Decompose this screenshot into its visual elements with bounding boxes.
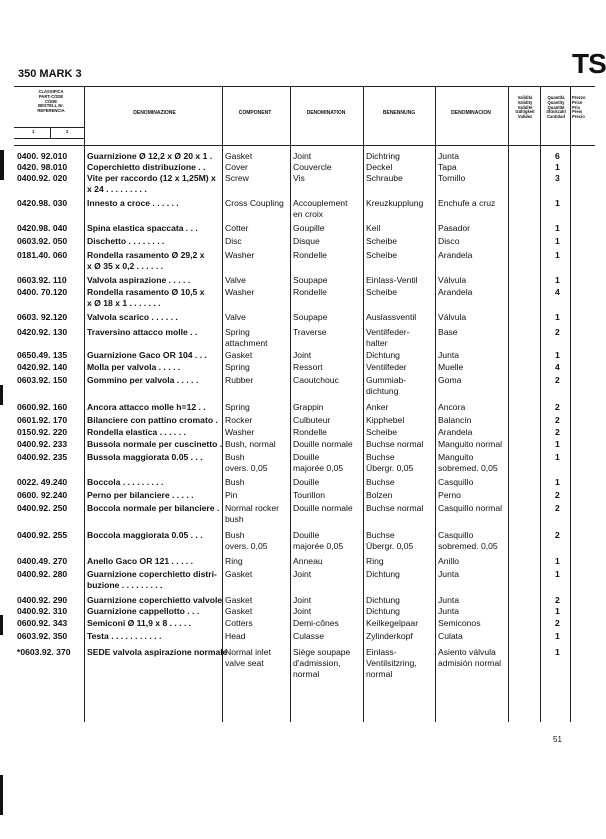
german-description: Ventilsitzring, — [366, 658, 417, 668]
german-description: Auslassventil — [366, 312, 417, 322]
french-description: Goupille — [293, 223, 325, 233]
quantity: 1 — [555, 606, 560, 616]
german-description: Anker — [366, 402, 389, 412]
spanish-description: Ancora — [438, 402, 466, 412]
column-line — [508, 86, 509, 722]
quantity: 2 — [555, 595, 560, 605]
italian-description: Bussola normale per cuscinetto . — [87, 439, 223, 449]
italian-description: Boccola . . . . . . . . . — [87, 477, 164, 487]
quantity: 2 — [555, 327, 560, 337]
spanish-description: Perno — [438, 490, 461, 500]
french-description: Tourillon — [293, 490, 326, 500]
english-description: overs. 0,05 — [225, 463, 268, 473]
spanish-description: Junta — [438, 595, 460, 605]
german-description: Dichtung — [366, 606, 400, 616]
part-code: 0400.92. 290 — [17, 595, 68, 605]
part-code: 0600.92. 343 — [17, 618, 68, 628]
validity-label-line: Validity — [517, 99, 533, 105]
french-description: Soupape — [293, 312, 328, 322]
quantity: 2 — [555, 375, 560, 385]
part-code-header — [22, 90, 80, 114]
english-description: Rubber — [225, 375, 254, 385]
italian-description: x 24 . . . . . . . . . — [87, 184, 147, 194]
french-description: Douille — [293, 530, 320, 540]
italian-description: Vite per raccordo (12 x 1,25M) x — [87, 173, 216, 183]
validity-label-line: Gültigkeit — [515, 109, 535, 115]
french-description: normal — [293, 669, 320, 679]
english-description: Gasket — [225, 569, 253, 579]
german-description: halter — [366, 338, 388, 348]
part-code: 0400.92. 255 — [17, 530, 68, 540]
french-description: Rondelle — [293, 250, 327, 260]
spanish-description: Junta — [438, 350, 460, 360]
french-description: Douille — [293, 452, 320, 462]
english-description: Screw — [225, 173, 249, 183]
spanish-description: Pasador — [438, 223, 471, 233]
validity-label-line: Validez — [517, 114, 533, 120]
rule-line — [14, 138, 84, 139]
italian-description: Guarnizione coperchietto distri- — [87, 569, 217, 579]
part-code: 0650.49. 135 — [17, 350, 68, 360]
french-description: Grappin — [293, 402, 324, 412]
french-description: Culasse — [293, 631, 325, 641]
spanish-description: Casquillo — [438, 477, 474, 487]
price-label-line: Precio — [572, 114, 585, 120]
quantity: 1 — [555, 631, 560, 641]
column-header-component: COMPONENT — [238, 110, 272, 116]
quantity-label-line: Quantité — [547, 104, 565, 110]
part-code: 0420.98. 040 — [17, 223, 68, 233]
german-description: Übergr. 0,05 — [366, 463, 414, 473]
part-code: 0603.92. 350 — [17, 631, 68, 641]
german-description: Kipphebel — [366, 415, 405, 425]
part-code: 0420. 98.010 — [17, 162, 68, 172]
italian-description: Guarnizione coperchietto valvole — [87, 595, 223, 605]
quantity: 1 — [555, 275, 560, 285]
spanish-description: Manguito normal — [438, 439, 503, 449]
part-code: 0150.92. 220 — [17, 427, 68, 437]
italian-description: Dischetto . . . . . . . . — [87, 236, 165, 246]
english-description: Rocker — [225, 415, 253, 425]
french-description: Joint — [293, 606, 312, 616]
quantity: 1 — [555, 477, 560, 487]
german-description: Dichtung — [366, 350, 400, 360]
spanish-description: Arandela — [438, 250, 473, 260]
italian-description: Bilanciere con pattino cromato . — [87, 415, 218, 425]
part-code: 0603.92. 110 — [17, 275, 67, 285]
quantity: 3 — [555, 173, 560, 183]
italian-description: Gommino per valvola . . . . . — [87, 375, 199, 385]
quantity-label-line: Quantity — [547, 99, 565, 105]
english-description: Pin — [225, 490, 238, 500]
price-label-line: Prix — [572, 104, 580, 110]
column-line — [84, 86, 85, 722]
italian-description: Rondella rasamento Ø 29,2 x — [87, 250, 205, 260]
english-description: valve seat — [225, 658, 264, 668]
french-description: d'admission, — [293, 658, 341, 668]
italian-description: SEDE valvola aspirazione normale — [87, 647, 228, 657]
quantity: 1 — [555, 223, 560, 233]
part-code: 0600.92. 160 — [17, 402, 68, 412]
part-code-header-line: REFERENCIA — [37, 108, 65, 114]
german-description: Schraube — [366, 173, 403, 183]
italian-description: Perno per bilanciere . . . . . — [87, 490, 194, 500]
column-header-quantity — [542, 96, 570, 120]
part-code: 0601.92. 170 — [17, 415, 68, 425]
quantity: 4 — [555, 362, 560, 372]
spanish-description: Goma — [438, 375, 462, 385]
english-description: Ring — [225, 556, 243, 566]
italian-description: Molla per valvola . . . . . — [87, 362, 181, 372]
quantity-label-line: Cantidad — [547, 114, 565, 120]
german-description: Gummiab- — [366, 375, 407, 385]
german-description: Buchse normal — [366, 503, 424, 513]
italian-description: Ancora attacco molle h=12 . . — [87, 402, 206, 412]
part-code: 0400.92. 235 — [17, 452, 68, 462]
part-code: 0400. 92.010 — [17, 151, 68, 161]
german-description: Buchse normal — [366, 439, 424, 449]
french-description: Douille normale — [293, 439, 353, 449]
quantity: 1 — [555, 647, 560, 657]
english-description: Washer — [225, 427, 255, 437]
part-code: 0603.92. 050 — [17, 236, 68, 246]
rule-line — [14, 127, 84, 128]
part-code: 0022. 49.240 — [17, 477, 68, 487]
french-description: en croix — [293, 209, 324, 219]
german-description: Zylinderkopf — [366, 631, 413, 641]
french-description: Rondelle — [293, 427, 327, 437]
spanish-description: Junta — [438, 569, 460, 579]
quantity: 1 — [555, 198, 560, 208]
spanish-description: Disco — [438, 236, 460, 246]
german-description: dichtung — [366, 386, 399, 396]
italian-description: Spina elastica spaccata . . . — [87, 223, 198, 233]
spanish-description: Válvula — [438, 312, 467, 322]
margin-mark — [0, 775, 3, 815]
part-code: 0603.92. 150 — [17, 375, 68, 385]
part-code: 0400.92. 310 — [17, 606, 68, 616]
quantity: 1 — [555, 350, 560, 360]
spanish-description: Balancín — [438, 415, 472, 425]
italian-description: Coperchietto distribuzione . . — [87, 162, 206, 172]
quantity: 2 — [555, 415, 560, 425]
spanish-description: Casquillo normal — [438, 503, 503, 513]
english-description: Bush — [225, 477, 245, 487]
german-description: Keil — [366, 223, 381, 233]
italian-description: Rondella elastica . . . . . . — [87, 427, 186, 437]
german-description: Scheibe — [366, 427, 398, 437]
quantity: 6 — [555, 151, 560, 161]
price-label-line: Prezzo — [572, 95, 586, 100]
quantity: 1 — [555, 236, 560, 246]
part-code: 0420.92. 130 — [17, 327, 68, 337]
french-description: Joint — [293, 569, 312, 579]
german-description: Scheibe — [366, 236, 398, 246]
german-description: Dichtung — [366, 569, 400, 579]
quantity: 1 — [555, 439, 560, 449]
part-code: 0400.92. 280 — [17, 569, 68, 579]
spanish-description: Culata — [438, 631, 463, 641]
french-description: Disque — [293, 236, 320, 246]
french-description: Culbuteur — [293, 415, 331, 425]
german-description: Einlass- — [366, 647, 397, 657]
quantity: 2 — [555, 618, 560, 628]
italian-description: Guarnizione cappellotto . . . — [87, 606, 200, 616]
spanish-description: Arandela — [438, 427, 473, 437]
column-header-validity — [510, 96, 540, 120]
english-description: Gasket — [225, 151, 253, 161]
french-description: Siège soupape — [293, 647, 351, 657]
english-description: Bush — [225, 452, 245, 462]
english-description: overs. 0,05 — [225, 541, 268, 551]
part-code-header-line: BESTELL Nr. — [38, 103, 64, 109]
english-description: Gasket — [225, 350, 253, 360]
english-description: Cotters — [225, 618, 253, 628]
quantity: 1 — [555, 556, 560, 566]
quantity: 1 — [555, 162, 560, 172]
spanish-description: Casquillo — [438, 530, 474, 540]
spanish-description: sobremed. 0,05 — [438, 463, 498, 473]
english-description: Gasket — [225, 595, 253, 605]
price-label-line: Price — [572, 99, 583, 105]
italian-description: x Ø 18 x 1 . . . . . . . — [87, 298, 161, 308]
italian-description: Guarnizione Ø 12,2 x Ø 20 x 1 . — [87, 151, 213, 161]
model-title: 350 MARK 3 — [18, 68, 82, 80]
german-description: normal — [366, 669, 393, 679]
italian-description: Valvola aspirazione . . . . . — [87, 275, 191, 285]
section-code: TS — [572, 48, 606, 79]
column-line — [222, 86, 223, 722]
english-description: Cover — [225, 162, 248, 172]
german-description: Scheibe — [366, 287, 398, 297]
french-description: Couvercle — [293, 162, 332, 172]
column-header-denomination: DENOMINATION — [306, 110, 346, 116]
quantity: 2 — [555, 402, 560, 412]
column-line — [363, 86, 364, 722]
page-number: 51 — [553, 735, 562, 744]
french-description: Soupape — [293, 275, 328, 285]
english-description: Head — [225, 631, 246, 641]
german-description: Ring — [366, 556, 384, 566]
part-code: 0400. 70.120 — [17, 287, 68, 297]
french-description: Accouplement — [293, 198, 348, 208]
spanish-description: Asiento válvula — [438, 647, 496, 657]
italian-description: Guarnizione Gaco OR 104 . . . — [87, 350, 207, 360]
italian-description: Innesto a croce . . . . . . — [87, 198, 179, 208]
part-code: 0400.92. 020 — [17, 173, 68, 183]
column-line — [570, 86, 571, 722]
part-code: 0603. 92.120 — [17, 312, 68, 322]
column-header-denominacion: DENOMINACION — [451, 110, 491, 116]
french-description: Joint — [293, 350, 312, 360]
spanish-description: Tornillo — [438, 173, 466, 183]
quantity: 2 — [555, 427, 560, 437]
german-description: Deckel — [366, 162, 393, 172]
english-description: bush — [225, 514, 244, 524]
german-description: Buchse — [366, 530, 395, 540]
german-description: Übergr. 0,05 — [366, 541, 414, 551]
validity-label-line: Validità — [517, 95, 533, 100]
german-description: Buchse — [366, 477, 395, 487]
french-description: Caoutchouc — [293, 375, 339, 385]
part-code: 0400.92. 250 — [17, 503, 68, 513]
column-line — [50, 127, 51, 138]
spanish-description: Válvula — [438, 275, 467, 285]
french-description: Joint — [293, 595, 312, 605]
english-description: Spring — [225, 362, 250, 372]
french-description: Demi-cônes — [293, 618, 339, 628]
quantity: 2 — [555, 530, 560, 540]
price-label-line: Preis — [572, 109, 583, 115]
spanish-description: Manguito — [438, 452, 474, 462]
part-code-header-line: PART-CODE — [38, 93, 64, 99]
part-code: 0420.92. 140 — [17, 362, 68, 372]
spanish-description: Junta — [438, 151, 460, 161]
quantity: 1 — [555, 569, 560, 579]
part-code: 0400.49. 270 — [17, 556, 68, 566]
german-description: Dichtung — [366, 595, 400, 605]
english-description: Valve — [225, 312, 246, 322]
italian-description: Boccola normale per bilanciere . — [87, 503, 220, 513]
italian-description: buzione . . . . . . . . . — [87, 580, 163, 590]
french-description: majorée 0,05 — [293, 463, 344, 473]
quantity: 1 — [555, 312, 560, 322]
italian-description: Bussola maggiorata 0.05 . . . — [87, 452, 203, 462]
english-description: Cotter — [225, 223, 249, 233]
german-description: Buchse — [366, 452, 395, 462]
italian-description: Rondella rasamento Ø 10,5 x — [87, 287, 205, 297]
italian-description: x Ø 35 x 0,2 . . . . . . — [87, 261, 163, 271]
part-code: *0603.92. 370 — [17, 647, 71, 657]
quantity: 2 — [555, 503, 560, 513]
spanish-description: Base — [438, 327, 458, 337]
german-description: Bolzen — [366, 490, 393, 500]
english-description: Normal rocker — [225, 503, 279, 513]
column-line — [290, 86, 291, 722]
spanish-description: admisión normal — [438, 658, 502, 668]
spanish-description: Semiconos — [438, 618, 481, 628]
italian-description: Valvola scarico . . . . . . — [87, 312, 178, 322]
english-description: Cross Coupling — [225, 198, 284, 208]
english-description: attachment — [225, 338, 268, 348]
french-description: Douille normale — [293, 503, 353, 513]
part-code: 0600. 92.240 — [17, 490, 68, 500]
validity-label-line: Validité — [517, 104, 533, 110]
quantity-label-line: Quantità — [547, 95, 565, 100]
german-description: Keilkegelpaar — [366, 618, 419, 628]
sub-column-1: 1 — [32, 129, 35, 134]
part-code-header-line: CODE — [44, 98, 58, 104]
margin-mark — [0, 385, 3, 405]
sub-column-2: 2 — [66, 129, 69, 134]
english-description: Disc — [225, 236, 242, 246]
english-description: Bush — [225, 530, 245, 540]
italian-description: Testa . . . . . . . . . . . — [87, 631, 162, 641]
italian-description: Boccola maggiorata 0.05 . . . — [87, 530, 203, 540]
french-description: Douille — [293, 477, 320, 487]
french-description: Anneau — [293, 556, 323, 566]
french-description: Rondelle — [293, 287, 327, 297]
french-description: Vis — [293, 173, 305, 183]
margin-mark — [0, 615, 3, 635]
column-line — [540, 86, 541, 722]
part-code-header-line: CLASSIFICA — [38, 89, 64, 94]
spanish-description: Enchufe a cruz — [438, 198, 496, 208]
english-description: Bush, normal — [225, 439, 276, 449]
french-description: Traverse — [293, 327, 327, 337]
german-description: Kreuzkupplung — [366, 198, 424, 208]
margin-mark — [0, 150, 4, 180]
spanish-description: Arandela — [438, 287, 473, 297]
french-description: Ressort — [293, 362, 323, 372]
column-header-denominazione: DENOMINAZIONE — [133, 110, 176, 116]
quantity: 2 — [555, 490, 560, 500]
italian-description: Anello Gaco OR 121 . . . . . — [87, 556, 194, 566]
english-description: Normal inlet — [225, 647, 271, 657]
spanish-description: Tapa — [438, 162, 457, 172]
spanish-description: Muelle — [438, 362, 464, 372]
french-description: majorée 0,05 — [293, 541, 344, 551]
quantity-label-line: Stückzahl — [546, 109, 566, 115]
quantity: 1 — [555, 452, 560, 462]
column-header-price — [572, 96, 596, 120]
german-description: Ventilfeder- — [366, 327, 410, 337]
german-description: Dichtring — [366, 151, 400, 161]
italian-description: Semiconi Ø 11,9 x 8 . . . . . — [87, 618, 192, 628]
part-code: 0181.40. 060 — [17, 250, 68, 260]
part-code: 0400.92. 233 — [17, 439, 68, 449]
spanish-description: Anillo — [438, 556, 460, 566]
english-description: Spring — [225, 402, 250, 412]
spanish-description: Junta — [438, 606, 460, 616]
german-description: Ventilfeder — [366, 362, 407, 372]
italian-description: Traversino attacco molle . . — [87, 327, 198, 337]
column-line — [435, 86, 436, 722]
spanish-description: sobremed. 0,05 — [438, 541, 498, 551]
german-description: Einlass-Ventil — [366, 275, 418, 285]
quantity: 1 — [555, 250, 560, 260]
english-description: Washer — [225, 250, 255, 260]
german-description: Scheibe — [366, 250, 398, 260]
english-description: Gasket — [225, 606, 253, 616]
column-header-benennung: BENENNUNG — [382, 110, 416, 116]
quantity: 4 — [555, 287, 560, 297]
english-description: Spring — [225, 327, 250, 337]
part-code: 0420.98. 030 — [17, 198, 68, 208]
english-description: Washer — [225, 287, 255, 297]
french-description: Joint — [293, 151, 312, 161]
english-description: Valve — [225, 275, 246, 285]
